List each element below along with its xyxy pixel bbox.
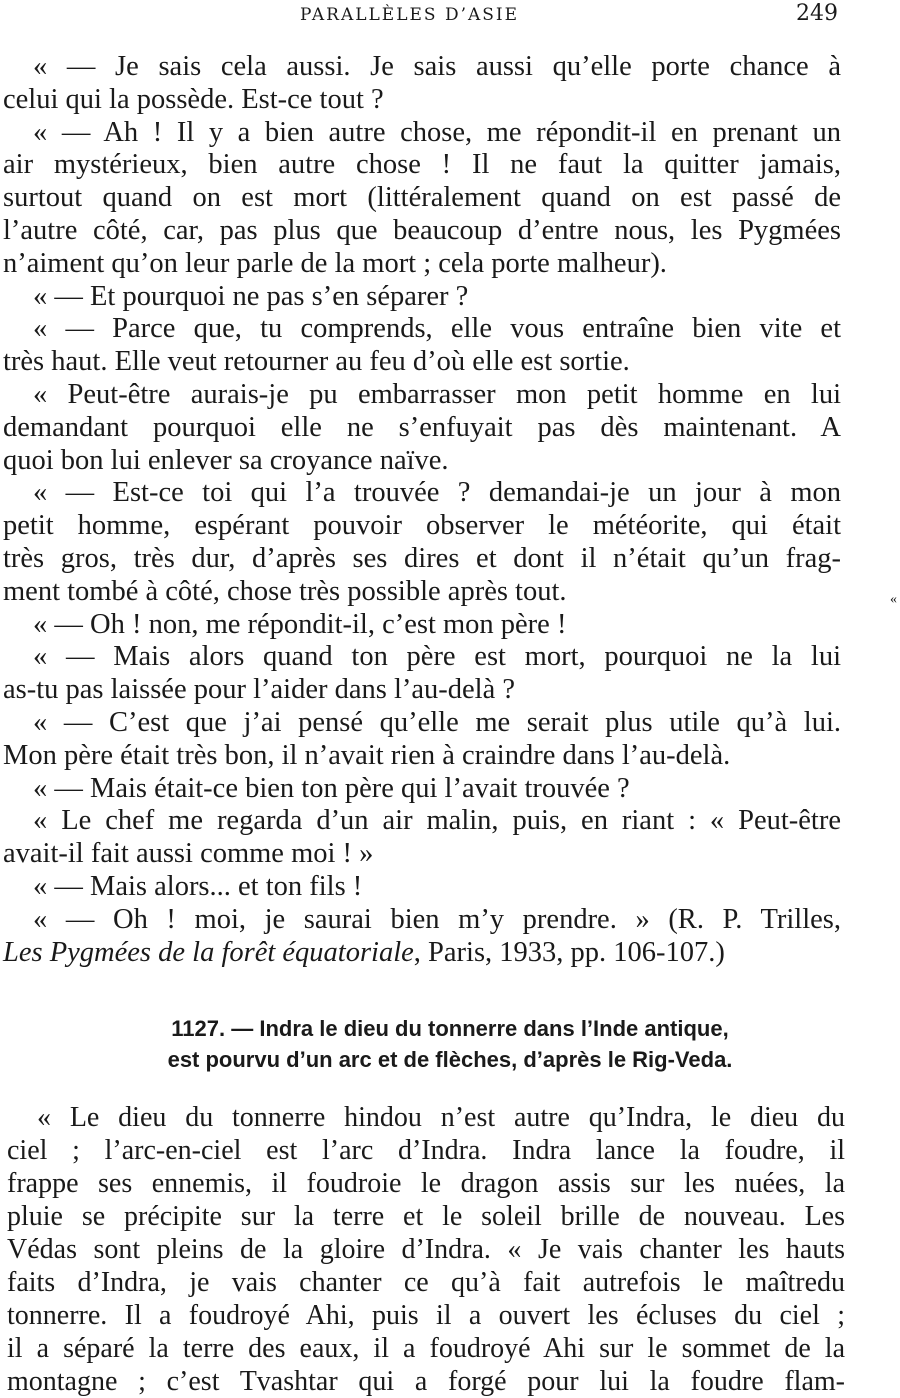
indra-line: Védas sont pleins de la gloire d’Indra. « Je vais chanter les hauts: [7, 1234, 845, 1265]
dialogue-line: très haut. Elle veut retourner au feu d’où elle est sortie.: [3, 346, 630, 378]
indra-line: tonnerre. Il a foudroyé Ahi, puis il a ouvert les écluses du ciel ;: [7, 1300, 845, 1331]
section-heading-line-1: 1127. — Indra le dieu du tonnerre dans l’Inde antique,: [171, 1016, 729, 1041]
dialogue-line: « — Et pourquoi ne pas s’en séparer ?: [33, 280, 469, 312]
citation-line: [3, 937, 841, 970]
page-number: 249: [796, 1, 838, 26]
stray-mark: «: [890, 592, 897, 607]
indra-line: « Le dieu du tonnerre hindou n’est autre qu’Indra, le dieu du: [37, 1102, 845, 1133]
dialogue-line: très gros, très dur, d’après ses dires et dont il n’était qu’un frag-: [3, 542, 841, 574]
dialogue-line: « — Je sais cela aussi. Je sais aussi qu’elle porte chance à: [33, 51, 841, 82]
dialogue-line: « — Mais alors... et ton fils !: [33, 870, 363, 902]
dialogue-line: « — Est-ce toi qui l’a trouvée ? demandai-je un jour à mon: [33, 477, 841, 509]
indra-line: montagne ; c’est Tvashtar qui a forgé pour lui la foudre flam-: [7, 1366, 845, 1397]
section-heading-line-2: est pourvu d’un arc et de flèches, d’après le Rig-Veda.: [167, 1047, 733, 1072]
indra-line: ciel ; l’arc-en-ciel est l’arc d’Indra. Indra lance la foudre, il: [7, 1135, 845, 1166]
dialogue-line: demandant pourquoi elle ne s’enfuyait pas dès maintenant. A: [3, 411, 841, 443]
dialogue-line: petit homme, espérant pouvoir observer le météorite, qui était: [3, 510, 841, 542]
section-heading: [0, 1013, 900, 1075]
dialogue-line: « — C’est que j’ai pensé qu’elle me serait plus utile qu’à lui.: [33, 706, 841, 738]
dialogue-line: avait-il fait aussi comme moi ! »: [3, 838, 374, 870]
indra-paragraph: [7, 1101, 845, 1398]
dialogue-line: celui qui la possède. Est-ce tout ?: [3, 83, 384, 115]
dialogue-line: « — Mais était-ce bien ton père qui l’avait trouvée ?: [33, 772, 630, 804]
indra-line: il a séparé la terre des eaux, il a foudroyé Ahi sur le sommet de la: [7, 1333, 845, 1364]
indra-line: faits d’Indra, je vais chanter ce qu’à fait autrefois le maîtredu: [7, 1267, 845, 1298]
dialogue-line: surtout quand on est mort (littéralement quand on est passé de: [3, 182, 841, 214]
page-header: [0, 0, 900, 32]
dialogue-line: air mystérieux, bien autre chose ! Il ne faut la quitter jamais,: [3, 149, 841, 181]
citation-details: , Paris, 1933, pp. 106-107.): [413, 936, 725, 968]
running-title: PARALLÈLES D’ASIE: [300, 5, 520, 25]
dialogue-line: Mon père était très bon, il n’avait rien à craindre dans l’au-delà.: [3, 739, 731, 771]
dialogue-text: [3, 51, 841, 969]
dialogue-line: « — Oh ! moi, je saurai bien m’y prendre. » (R. P. Trilles,: [33, 903, 841, 935]
indra-line: frappe ses ennemis, il foudroie le dragon assis sur les nuées, la: [7, 1168, 845, 1199]
dialogue-line: l’autre côté, car, pas plus que beaucoup d’entre nous, les Pygmées: [3, 214, 841, 246]
dialogue-line: « — Parce que, tu comprends, elle vous entraîne bien vite et: [33, 313, 841, 345]
dialogue-line: « — Ah ! Il y a bien autre chose, me répondit-il en prenant un: [33, 116, 841, 148]
dialogue-line: « Le chef me regarda d’un air malin, puis, en riant : « Peut-être: [33, 805, 841, 837]
dialogue-line: n’aiment qu’on leur parle de la mort ; cela porte malheur).: [3, 247, 667, 279]
citation-book-title: Les Pygmées de la forêt équatoriale: [3, 936, 414, 968]
dialogue-line: « — Oh ! non, me répondit-il, c’est mon père !: [33, 608, 567, 640]
dialogue-line: « Peut-être aurais-je pu embarrasser mon petit homme en lui: [33, 378, 841, 410]
dialogue-line: ment tombé à côté, chose très possible après tout.: [3, 575, 567, 607]
dialogue-line: « — Mais alors quand ton père est mort, pourquoi ne la lui: [33, 641, 841, 673]
dialogue-line: as-tu pas laissée pour l’aider dans l’au-delà ?: [3, 674, 515, 706]
dialogue-line: quoi bon lui enlever sa croyance naïve.: [3, 444, 449, 476]
indra-line: pluie se précipite sur la terre et le soleil brille de nouveau. Les: [7, 1201, 845, 1232]
